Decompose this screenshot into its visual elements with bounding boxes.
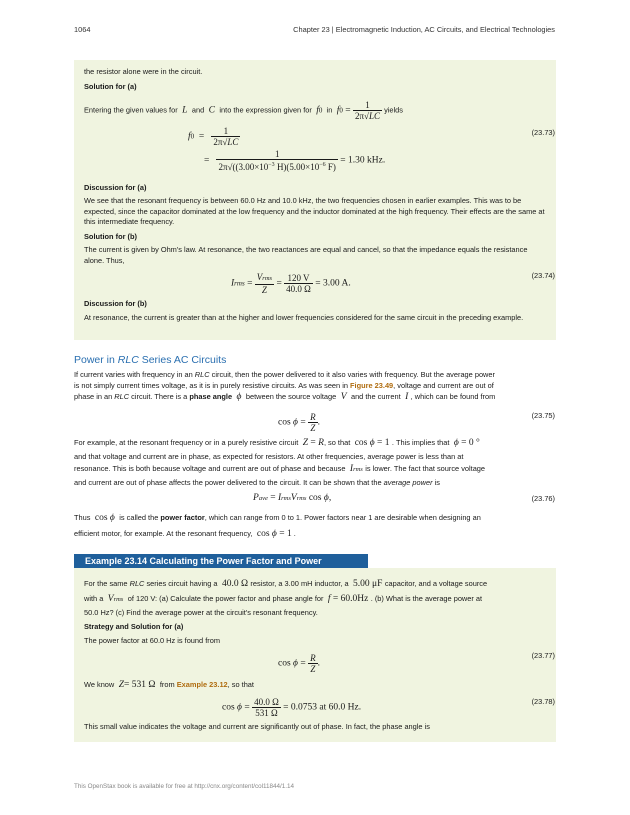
eq-75: cos ϕ = $\frac{R}{Z}$ . <box>278 412 320 433</box>
section-title: Power in RLC Series AC Circuits <box>74 354 227 366</box>
eq-77: cos ϕ = $\frac{R}{Z}$ . <box>278 653 320 674</box>
example-p1-line3: 50.0 Hz? (c) Find the average power at the circuit's resonant frequency. <box>84 608 318 617</box>
eq-73-line1: f0 = $\frac{1}{2\pi√LC}$ <box>188 126 239 147</box>
eq-76-number: (23.76) <box>531 494 555 503</box>
example-last-line: This small value indicates the voltage and current are significantly out of phase. In fact, the phase angle is <box>84 722 430 731</box>
section-p1-line1: If current varies with frequency in an RLC circuit, then the power delivered to it also varies with frequency. But the average power <box>74 370 495 379</box>
solution-b-heading: Solution for (b) <box>84 232 137 241</box>
strategy-text: The power factor at 60.0 Hz is found from <box>84 636 220 645</box>
section-p3-line2: efficient motor, for example. At the resonant frequency, cos ϕ = 1 . <box>74 529 296 539</box>
discussion-b-heading: Discussion for (b) <box>84 299 147 308</box>
solution-a-text: Entering the given values for L and C into the expression given for f0 in f0 = $\frac{1}{2\pi√LC}$ yields <box>84 100 403 121</box>
section-p2-line4: and current are out of phase affects the power delivered to the circuit. It can be shown that the average power is <box>74 478 440 487</box>
eq-77-number: (23.77) <box>531 651 555 660</box>
example-p1-line1: For the same RLC series circuit having a 40.0 Ω resistor, a 3.00 mH inductor, a 5.00 μF capacitor, and a voltage source <box>84 579 488 589</box>
solution-a-heading: Solution for (a) <box>84 82 137 91</box>
eq-73-number: (23.73) <box>531 128 555 137</box>
example-link[interactable]: Example 23.12 <box>176 680 228 689</box>
eq-76: Pave = IrmsVrms cos ϕ, <box>253 493 332 503</box>
section-p2-line3: resonance. This is both because voltage and current are out of phase and because Irms is lower. The fact that source voltage <box>74 464 486 474</box>
example-heading: Example 23.14 Calculating the Power Factor and Power <box>74 554 368 569</box>
section-p1-line3: phase in an RLC circuit. There is a phase angle ϕ between the source voltage V and the current I , which can be found from <box>74 392 496 402</box>
strategy-heading: Strategy and Solution for (a) <box>84 622 184 631</box>
eq-74-number: (23.74) <box>531 271 555 280</box>
example-p1-line2: with a Vrms of 120 V: (a) Calculate the power factor and phase angle for f = 60.0Hz . (b) What is the average power at <box>84 594 483 604</box>
section-p1-line2: is not simply current times voltage, as it is in purely resistive circuits. As was seen in Figure 23.49, voltage and current are out of <box>74 381 494 390</box>
section-p3-line1: Thus cos ϕ is called the power factor, which can range from 0 to 1. Power factors near 1 are desirable when designing an <box>74 513 481 523</box>
chapter-header: Chapter 23 | Electromagnetic Induction, AC Circuits, and Electrical Technologies <box>293 25 555 34</box>
section-p2-line2: and that voltage and current are in phase, as expected for resistors. At other frequencies, average power is less than at <box>74 452 464 461</box>
figure-link[interactable]: Figure 23.49 <box>350 381 394 390</box>
we-know-line: We know Z= 531 Ω from Example 23.12, so that <box>84 680 254 690</box>
discussion-a-text: We see that the resonant frequency is between 60.0 Hz and 10.0 kHz, the two frequencies chosen in earlier examples. This was to be expected, since the capacitor dominated at the low frequency and the inductor dominated at the high frequency. Their effects are the same at this intermediate frequency. <box>84 196 545 226</box>
footer: This OpenStax book is available for free at http://cnx.org/content/col11844/1.14 <box>74 783 295 790</box>
continuation-line: the resistor alone were in the circuit. <box>84 67 203 76</box>
discussion-b-text: At resonance, the current is greater than at the higher and lower frequencies considered for the same circuit in the preceding example. <box>84 313 524 322</box>
section-p2-line1: For example, at the resonant frequency or in a purely resistive circuit Z = R, so that cos ϕ = 1 . This implies that ϕ = 0 ° <box>74 438 480 448</box>
eq-78-number: (23.78) <box>531 697 555 706</box>
page-number: 1064 <box>74 25 91 34</box>
solution-b-text: The current is given by Ohm's law. At resonance, the two reactances are equal and cancel, so that the impedance equals the resistance alone. Thus, <box>84 245 528 265</box>
eq-74: Irms = $\frac{\text{Vrms}}{Z}$ = $\frac{120 V}{40.0 \Omega}$ = 3.00 A. <box>231 272 351 295</box>
eq-73-line2: = $\frac{1}{2\pi√((3.00\times 10^{-3} H)(5.00\times 10^{-6} F)}$ = 1.30 kHz. <box>204 149 386 172</box>
discussion-a-heading: Discussion for (a) <box>84 183 147 192</box>
eq-75-number: (23.75) <box>531 411 555 420</box>
eq-78: cos ϕ = $\frac{40.0 \Omega}{531 \Omega}$ = 0.0753 at 60.0 Hz. <box>222 697 362 718</box>
